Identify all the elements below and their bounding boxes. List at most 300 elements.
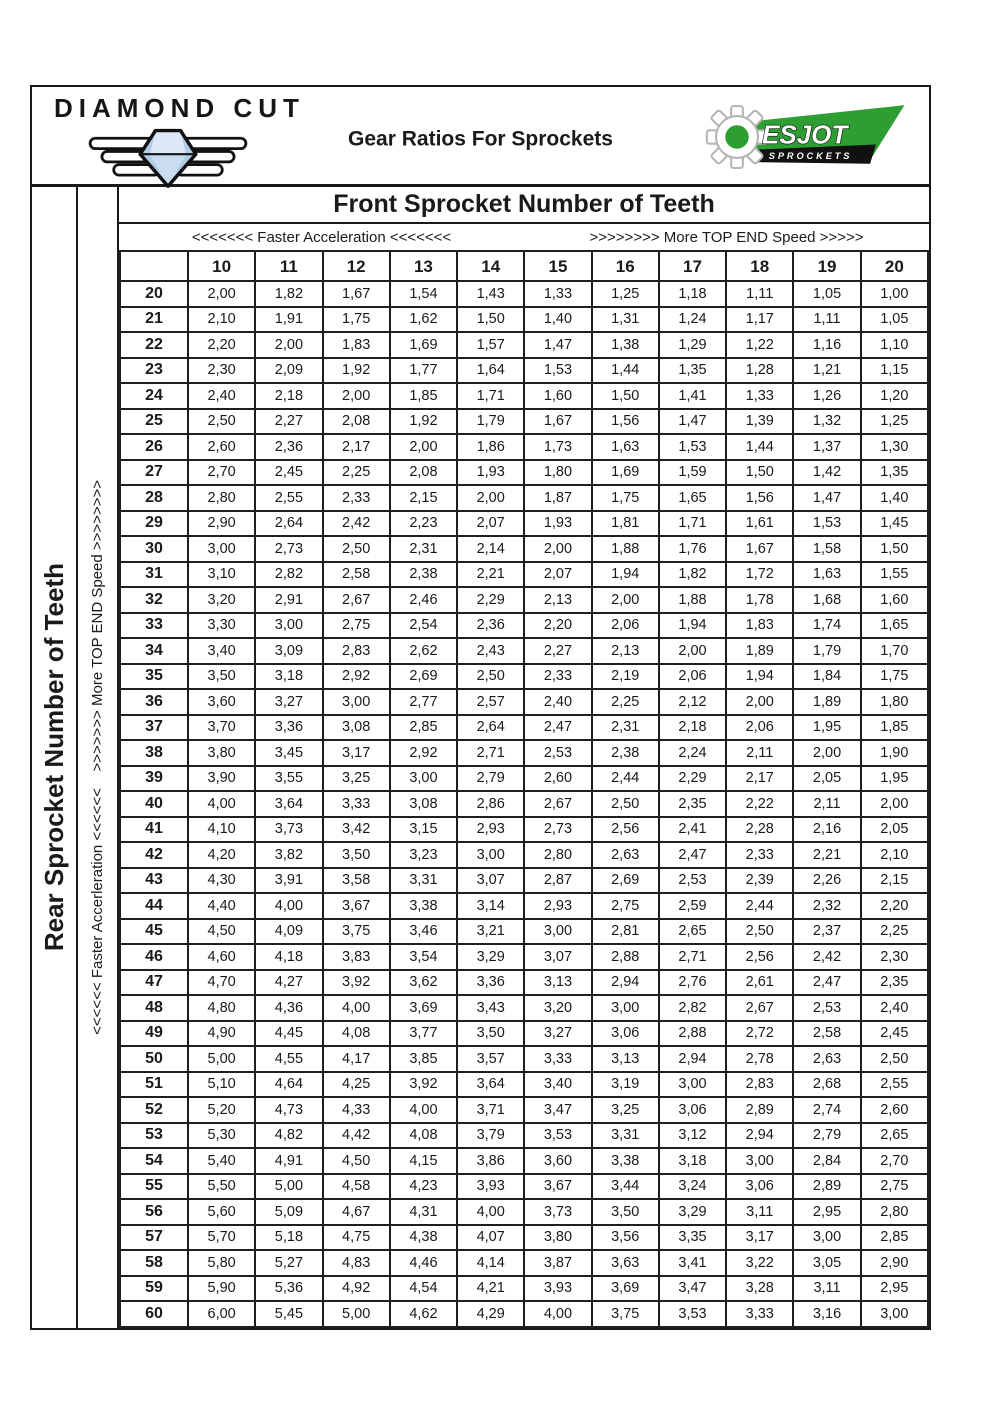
ratio-cell: 2,38 [592,740,659,766]
ratio-cell: 3,33 [726,1301,793,1327]
ratio-cell: 3,79 [457,1123,524,1149]
ratio-cell: 3,06 [659,1097,726,1123]
ratio-cell: 2,14 [457,536,524,562]
table-row [120,1072,928,1098]
front-axis-title: Front Sprocket Number of Teeth [119,187,929,224]
ratio-cell: 2,84 [793,1148,860,1174]
rear-teeth-label: 46 [120,944,188,970]
ratio-cell: 1,92 [390,409,457,435]
ratio-cell: 2,31 [592,715,659,741]
ratio-cell: 2,00 [390,434,457,460]
ratio-cell: 2,53 [659,868,726,894]
ratio-cell: 1,22 [726,332,793,358]
ratio-cell: 5,80 [188,1250,255,1276]
ratio-cell: 2,61 [726,970,793,996]
ratio-cell: 3,12 [659,1123,726,1149]
table-row [120,1276,928,1302]
ratio-cell: 1,75 [861,664,928,690]
ratio-cell: 3,69 [390,995,457,1021]
table-row [120,740,928,766]
ratio-cell: 3,11 [793,1276,860,1302]
ratio-cell: 2,58 [323,562,390,588]
table-row [120,868,928,894]
ratio-cell: 1,50 [457,307,524,333]
ratio-cell: 3,58 [323,868,390,894]
ratio-cell: 3,16 [793,1301,860,1327]
table-row [120,1250,928,1276]
ratio-cell: 3,35 [659,1225,726,1251]
ratio-cell: 2,27 [524,638,591,664]
table-row [120,944,928,970]
ratio-cell: 1,20 [861,383,928,409]
ratio-cell: 2,46 [390,587,457,613]
ratio-cell: 2,00 [255,332,322,358]
ratio-cell: 1,75 [323,307,390,333]
ratio-cell: 2,40 [188,383,255,409]
rear-teeth-label: 60 [120,1301,188,1327]
ratio-cell: 4,14 [457,1250,524,1276]
ratio-cell: 3,93 [457,1174,524,1200]
ratio-cell: 1,53 [524,358,591,384]
rear-teeth-label: 27 [120,460,188,486]
ratio-cell: 3,07 [524,944,591,970]
ratio-cell: 2,05 [793,766,860,792]
ratio-cell: 3,38 [592,1148,659,1174]
table-row [120,919,928,945]
ratio-cell: 3,00 [861,1301,928,1327]
ratio-cell: 4,50 [188,919,255,945]
ratio-cell: 2,65 [659,919,726,945]
table-row [120,1148,928,1174]
ratio-cell: 1,69 [592,460,659,486]
table-row [120,536,928,562]
rear-axis-column [32,187,78,1328]
ratio-cell: 2,37 [793,919,860,945]
ratio-cell: 2,20 [524,613,591,639]
ratio-cell: 1,68 [793,587,860,613]
ratio-cell: 1,24 [659,307,726,333]
ratio-cell: 3,00 [659,1072,726,1098]
top-annotations-row [119,224,929,250]
rear-teeth-label: 48 [120,995,188,1021]
ratio-cell: 1,94 [592,562,659,588]
ratio-cell: 5,20 [188,1097,255,1123]
ratio-cell: 2,32 [793,893,860,919]
rear-teeth-label: 51 [120,1072,188,1098]
ratio-cell: 2,09 [255,358,322,384]
ratio-cell: 2,08 [323,409,390,435]
ratio-cell: 1,62 [390,307,457,333]
ratio-cell: 2,79 [793,1123,860,1149]
ratio-cell: 3,20 [188,587,255,613]
ratio-cell: 1,44 [726,434,793,460]
table-row [120,1174,928,1200]
ratio-cell: 3,15 [390,817,457,843]
ratio-cell: 2,11 [726,740,793,766]
ratio-cell: 2,90 [188,511,255,537]
rear-teeth-label: 45 [120,919,188,945]
ratio-cell: 4,17 [323,1046,390,1072]
ratio-cell: 2,10 [188,307,255,333]
ratio-cell: 2,60 [524,766,591,792]
ratio-cell: 2,67 [323,587,390,613]
corner-cell [120,251,188,281]
ratio-cell: 2,80 [524,842,591,868]
ratio-cell: 1,93 [457,460,524,486]
esjot-logo [703,101,915,173]
rear-teeth-label: 58 [120,1250,188,1276]
rear-teeth-label: 24 [120,383,188,409]
ratio-cell: 3,08 [390,791,457,817]
ratio-cell: 2,44 [726,893,793,919]
rear-teeth-label: 42 [120,842,188,868]
rear-teeth-label: 53 [120,1123,188,1149]
ratio-cell: 2,41 [659,817,726,843]
table-row [120,842,928,868]
ratio-cell: 1,53 [793,511,860,537]
ratio-cell: 2,25 [592,689,659,715]
table-row [120,791,928,817]
ratio-cell: 2,88 [659,1021,726,1047]
ratio-cell: 2,85 [861,1225,928,1251]
ratio-cell: 2,76 [659,970,726,996]
ratio-cell: 3,60 [524,1148,591,1174]
table-row [120,358,928,384]
ratio-cell: 1,71 [457,383,524,409]
ratio-cell: 2,53 [793,995,860,1021]
front-teeth-header: 19 [793,251,860,281]
ratio-cell: 1,41 [659,383,726,409]
ratio-cell: 1,10 [861,332,928,358]
ratio-cell: 1,75 [592,485,659,511]
ratio-cell: 3,71 [457,1097,524,1123]
ratio-cell: 2,18 [659,715,726,741]
side-annotation-top-speed: >>>>>>> More TOP END Speed >>>>>>>> [89,480,106,772]
ratio-cell: 4,92 [323,1276,390,1302]
ratio-cell: 2,55 [255,485,322,511]
ratio-cell: 4,80 [188,995,255,1021]
ratio-cell: 2,35 [659,791,726,817]
ratio-cell: 3,80 [524,1225,591,1251]
ratio-cell: 1,00 [861,281,928,307]
grid-body [120,281,928,1327]
ratio-cell: 2,23 [390,511,457,537]
top-annotation-speed: >>>>>>>> More TOP END Speed >>>>> [589,228,864,246]
ratio-cell: 1,71 [659,511,726,537]
ratio-cell: 2,50 [726,919,793,945]
ratio-cell: 2,83 [323,638,390,664]
ratio-cell: 4,30 [188,868,255,894]
ratio-cell: 3,67 [524,1174,591,1200]
ratio-cell: 2,13 [592,638,659,664]
esjot-wordmark: ESJOT [762,121,848,150]
ratio-cell: 1,94 [726,664,793,690]
rear-axis-title: Rear Sprocket Number of Teeth [38,563,69,952]
table-row [120,1199,928,1225]
rear-teeth-label: 28 [120,485,188,511]
table-row [120,409,928,435]
ratio-cell: 2,85 [390,715,457,741]
table-row [120,817,928,843]
ratio-cell: 1,95 [861,766,928,792]
ratio-cell: 1,30 [861,434,928,460]
ratio-cell: 5,00 [188,1046,255,1072]
rear-teeth-label: 49 [120,1021,188,1047]
ratio-cell: 2,33 [323,485,390,511]
ratio-cell: 4,58 [323,1174,390,1200]
ratio-cell: 2,88 [592,944,659,970]
ratio-cell: 2,94 [659,1046,726,1072]
ratio-cell: 3,29 [659,1199,726,1225]
front-teeth-header: 12 [323,251,390,281]
ratio-cell: 5,60 [188,1199,255,1225]
ratio-cell: 4,42 [323,1123,390,1149]
ratio-cell: 1,80 [524,460,591,486]
rear-teeth-label: 56 [120,1199,188,1225]
ratio-cell: 1,84 [793,664,860,690]
ratio-cell: 4,45 [255,1021,322,1047]
ratio-cell: 2,50 [592,791,659,817]
table-row [120,970,928,996]
ratio-cell: 5,45 [255,1301,322,1327]
ratio-cell: 1,72 [726,562,793,588]
ratio-cell: 2,50 [457,664,524,690]
ratio-cell: 2,47 [524,715,591,741]
ratio-cell: 2,50 [861,1046,928,1072]
ratio-cell: 2,13 [524,587,591,613]
rear-teeth-label: 23 [120,358,188,384]
ratio-cell: 2,11 [793,791,860,817]
ratio-cell: 2,87 [524,868,591,894]
rear-teeth-label: 43 [120,868,188,894]
front-teeth-header: 20 [861,251,928,281]
ratio-cell: 1,47 [793,485,860,511]
ratio-cell: 2,95 [861,1276,928,1302]
table-row [120,613,928,639]
ratio-cell: 2,28 [726,817,793,843]
ratio-cell: 2,33 [726,842,793,868]
ratio-cell: 4,31 [390,1199,457,1225]
ratio-cell: 1,15 [861,358,928,384]
ratio-cell: 5,09 [255,1199,322,1225]
ratio-cell: 3,86 [457,1148,524,1174]
ratio-cell: 5,00 [255,1174,322,1200]
ratio-cell: 4,10 [188,817,255,843]
ratio-cell: 5,30 [188,1123,255,1149]
ratio-cell: 2,75 [323,613,390,639]
table-row [120,281,928,307]
ratio-cell: 4,27 [255,970,322,996]
brand-name: DIAMOND CUT [54,93,305,123]
ratio-cell: 3,31 [592,1123,659,1149]
ratio-cell: 2,27 [255,409,322,435]
ratio-cell: 5,36 [255,1276,322,1302]
ratio-cell: 3,22 [726,1250,793,1276]
ratio-cell: 5,90 [188,1276,255,1302]
ratio-cell: 2,58 [793,1021,860,1047]
ratio-cell: 2,00 [726,689,793,715]
ratio-cell: 2,40 [524,689,591,715]
page-title: Gear Ratios For Sprockets [348,126,613,150]
rear-teeth-label: 32 [120,587,188,613]
ratio-cell: 4,00 [188,791,255,817]
ratio-cell: 2,16 [793,817,860,843]
ratio-cell: 1,43 [457,281,524,307]
rear-teeth-label: 55 [120,1174,188,1200]
ratio-cell: 1,70 [861,638,928,664]
sheet-header [32,87,929,187]
ratio-cell: 3,36 [255,715,322,741]
ratio-cell: 4,07 [457,1225,524,1251]
table-row [120,1301,928,1327]
rear-teeth-label: 30 [120,536,188,562]
table-row [120,562,928,588]
ratio-cell: 3,25 [592,1097,659,1123]
ratio-cell: 4,09 [255,919,322,945]
ratio-cell: 2,18 [255,383,322,409]
ratio-cell: 3,20 [524,995,591,1021]
grid-wrap [119,250,929,1328]
esjot-subtitle-text: SPROCKETS [768,150,853,161]
ratio-cell: 3,60 [188,689,255,715]
ratio-cell: 2,33 [524,664,591,690]
ratio-cell: 3,13 [524,970,591,996]
ratio-cell: 2,00 [592,587,659,613]
ratio-cell: 3,00 [390,766,457,792]
gear-ratio-table [119,250,929,1328]
ratio-cell: 3,50 [592,1199,659,1225]
rear-teeth-label: 20 [120,281,188,307]
ratio-cell: 3,05 [793,1250,860,1276]
ratio-cell: 2,43 [457,638,524,664]
ratio-cell: 2,50 [323,536,390,562]
table-row [120,511,928,537]
ratio-cell: 3,62 [390,970,457,996]
ratio-cell: 2,64 [457,715,524,741]
ratio-cell: 1,47 [659,409,726,435]
ratio-cell: 1,77 [390,358,457,384]
ratio-cell: 2,31 [390,536,457,562]
ratio-cell: 3,31 [390,868,457,894]
ratio-cell: 3,33 [323,791,390,817]
ratio-cell: 1,86 [457,434,524,460]
ratio-cell: 1,44 [592,358,659,384]
ratio-cell: 1,57 [457,332,524,358]
ratio-cell: 6,00 [188,1301,255,1327]
ratio-cell: 3,00 [726,1148,793,1174]
ratio-cell: 2,73 [255,536,322,562]
ratio-cell: 1,64 [457,358,524,384]
ratio-cell: 4,08 [323,1021,390,1047]
ratio-cell: 4,40 [188,893,255,919]
ratio-cell: 3,73 [255,817,322,843]
ratio-cell: 2,75 [592,893,659,919]
ratio-cell: 3,50 [457,1021,524,1047]
table-row [120,383,928,409]
ratio-cell: 3,21 [457,919,524,945]
ratio-cell: 1,83 [726,613,793,639]
ratio-cell: 3,42 [323,817,390,843]
ratio-cell: 4,82 [255,1123,322,1149]
ratio-cell: 2,44 [592,766,659,792]
ratio-cell: 4,29 [457,1301,524,1327]
ratio-cell: 4,20 [188,842,255,868]
table-row [120,1225,928,1251]
ratio-cell: 3,11 [726,1199,793,1225]
table-row [120,638,928,664]
ratio-cell: 2,93 [524,893,591,919]
ratio-cell: 1,54 [390,281,457,307]
ratio-cell: 3,33 [524,1046,591,1072]
ratio-cell: 2,05 [861,817,928,843]
ratio-cell: 3,41 [659,1250,726,1276]
ratio-cell: 4,00 [457,1199,524,1225]
ratio-cell: 2,12 [659,689,726,715]
ratio-cell: 3,00 [323,689,390,715]
ratio-cell: 3,06 [592,1021,659,1047]
ratio-cell: 3,25 [323,766,390,792]
ratio-cell: 3,92 [390,1072,457,1098]
ratio-cell: 1,88 [659,587,726,613]
ratio-cell: 2,08 [390,460,457,486]
table-row [120,995,928,1021]
ratio-cell: 2,17 [726,766,793,792]
ratio-cell: 1,89 [793,689,860,715]
ratio-cell: 1,33 [524,281,591,307]
ratio-cell: 1,82 [255,281,322,307]
rear-teeth-label: 25 [120,409,188,435]
ratio-cell: 2,24 [659,740,726,766]
ratio-cell: 3,90 [188,766,255,792]
ratio-cell: 4,18 [255,944,322,970]
ratio-cell: 4,23 [390,1174,457,1200]
ratio-cell: 4,55 [255,1046,322,1072]
ratio-cell: 2,53 [524,740,591,766]
table-row [120,766,928,792]
ratio-cell: 1,91 [255,307,322,333]
ratio-cell: 1,69 [390,332,457,358]
ratio-cell: 1,38 [592,332,659,358]
ratio-cell: 2,74 [793,1097,860,1123]
ratio-cell: 2,70 [188,460,255,486]
rear-teeth-label: 22 [120,332,188,358]
ratio-cell: 2,55 [861,1072,928,1098]
ratio-cell: 2,29 [457,587,524,613]
front-teeth-header: 17 [659,251,726,281]
ratio-cell: 2,71 [457,740,524,766]
ratio-cell: 2,60 [188,434,255,460]
ratio-cell: 2,25 [323,460,390,486]
ratio-cell: 2,67 [524,791,591,817]
table-row [120,664,928,690]
ratio-cell: 2,78 [726,1046,793,1072]
ratio-table-area [119,187,929,1328]
ratio-cell: 3,00 [524,919,591,945]
rear-teeth-label: 39 [120,766,188,792]
ratio-cell: 1,05 [793,281,860,307]
ratio-cell: 1,45 [861,511,928,537]
ratio-cell: 5,70 [188,1225,255,1251]
ratio-cell: 2,89 [726,1097,793,1123]
ratio-cell: 2,21 [793,842,860,868]
rear-teeth-label: 34 [120,638,188,664]
ratio-cell: 2,00 [861,791,928,817]
gear-ratio-sheet [30,85,931,1330]
ratio-cell: 3,07 [457,868,524,894]
ratio-cell: 2,56 [726,944,793,970]
ratio-cell: 3,30 [188,613,255,639]
ratio-cell: 3,57 [457,1046,524,1072]
